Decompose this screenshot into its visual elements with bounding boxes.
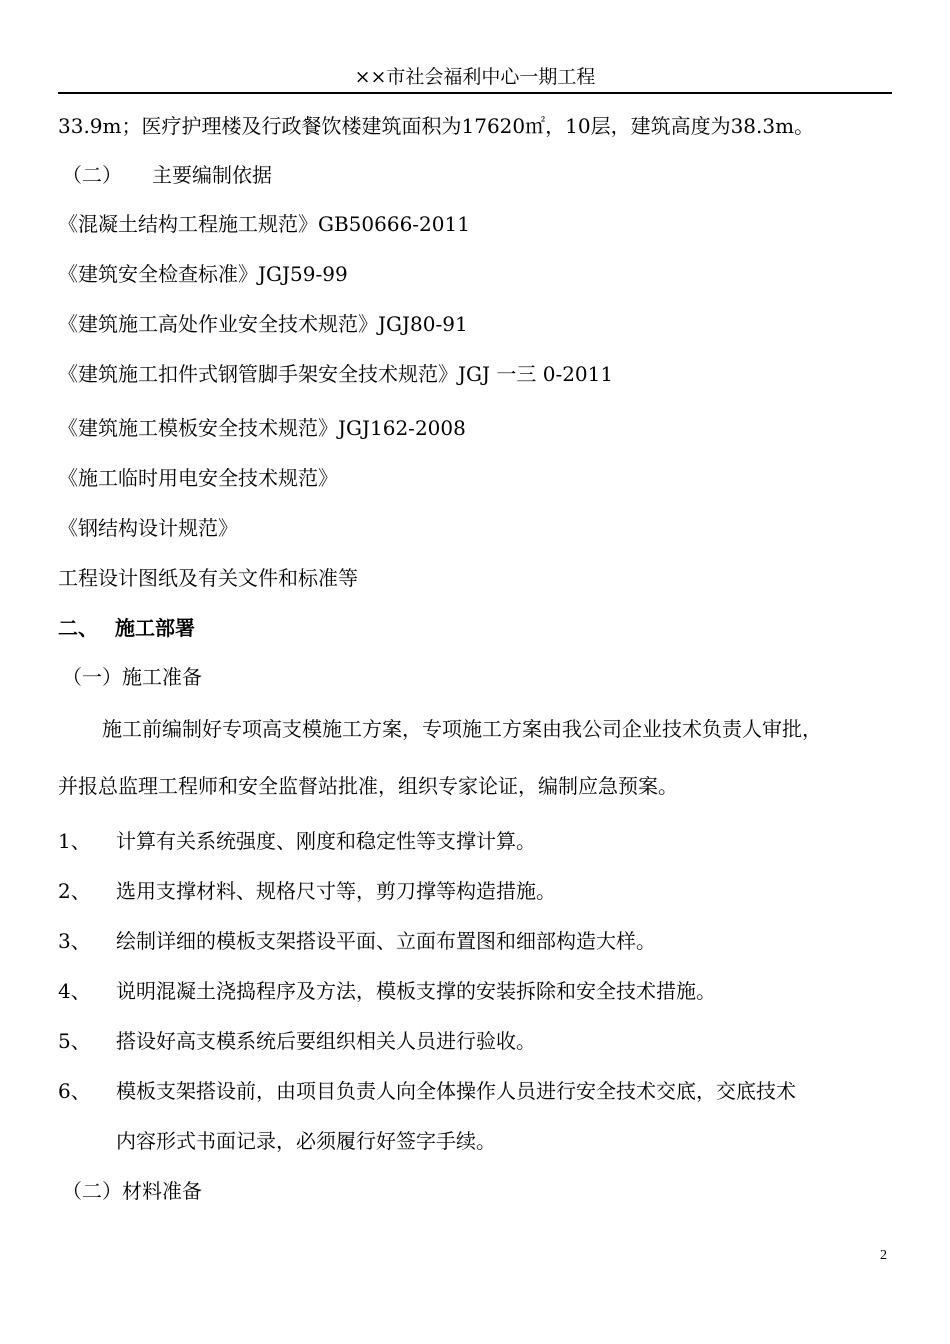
step-number: 1、 — [58, 829, 91, 853]
paragraph-line: 施工前编制好专项高支模施工方案，专项施工方案由我公司企业技术负责人审批， — [102, 717, 822, 741]
step-item — [58, 1077, 796, 1105]
step-text: 搭设好高支模系统后要组织相关人员进行验收。 — [116, 1029, 536, 1053]
basis-item: 《建筑安全检查标准》JGJ59-99 — [58, 262, 348, 286]
step-number: 4、 — [58, 979, 91, 1003]
step-item — [58, 977, 716, 1005]
paragraph-line: 并报总监理工程师和安全监督站批准，组织专家论证，编制应急预案。 — [58, 774, 678, 798]
basis-item: 《施工临时用电安全技术规范》 — [58, 466, 338, 490]
page-number: 2 — [880, 1248, 887, 1263]
subsection-heading: （一）施工准备 — [62, 665, 202, 689]
step-text: 计算有关系统强度、刚度和稳定性等支撑计算。 — [116, 829, 536, 853]
subsection-heading: （二）材料准备 — [62, 1179, 202, 1203]
intro-line: 33.9m；医疗护理楼及行政餐饮楼建筑面积为17620㎡，10层，建筑高度为38.3m。 — [58, 114, 815, 138]
page-header: ××市社会福利中心一期工程 — [354, 66, 596, 88]
basis-item: 《钢结构设计规范》 — [58, 516, 238, 540]
basis-item: 《建筑施工扣件式钢管脚手架安全技术规范》JGJ 一三 0-2011 — [58, 362, 614, 386]
step-text: 说明混凝土浇捣程序及方法，模板支撑的安装拆除和安全技术措施。 — [116, 979, 716, 1003]
step-text: 选用支撑材料、规格尺寸等，剪刀撑等构造措施。 — [116, 879, 556, 903]
step-number: 3、 — [58, 929, 91, 953]
step-item — [58, 927, 656, 955]
header-rule — [58, 92, 892, 94]
basis-item: 工程设计图纸及有关文件和标准等 — [58, 566, 358, 590]
step-item — [58, 827, 536, 855]
step-number: 5、 — [58, 1029, 91, 1053]
step-continuation: 内容形式书面记录，必须履行好签字手续。 — [116, 1129, 496, 1153]
step-item — [58, 1027, 536, 1055]
basis-item: 《建筑施工高处作业安全技术规范》JGJ80-91 — [58, 312, 468, 336]
basis-item: 《混凝土结构工程施工规范》GB50666-2011 — [58, 212, 470, 236]
step-text: 绘制详细的模板支架搭设平面、立面布置图和细部构造大样。 — [116, 929, 656, 953]
step-number: 2、 — [58, 879, 91, 903]
step-number: 6、 — [58, 1079, 91, 1103]
section-heading: 二、 施工部署 — [58, 616, 195, 640]
step-text: 模板支架搭设前，由项目负责人向全体操作人员进行安全技术交底，交底技术 — [116, 1079, 796, 1103]
basis-heading: （二） 主要编制依据 — [62, 163, 272, 187]
step-item — [58, 877, 556, 905]
basis-item: 《建筑施工模板安全技术规范》JGJ162-2008 — [58, 416, 466, 440]
